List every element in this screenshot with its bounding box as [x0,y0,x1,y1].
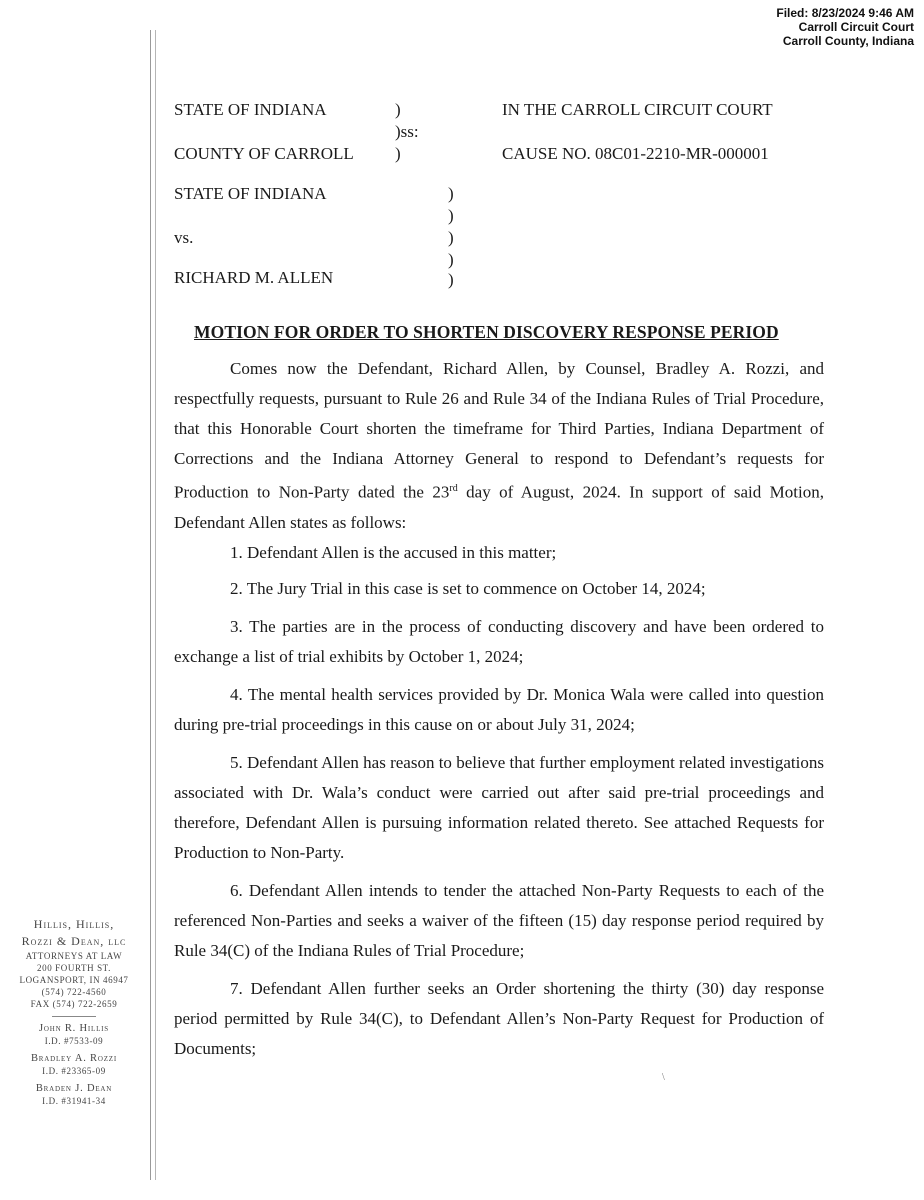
numbered-paragraph: 1. Defendant Allen is the accused in this matter; [230,542,557,562]
caption-vs: vs. [174,228,194,247]
firm-line: FAX (574) 722-2659 [30,999,118,1009]
caption-court: IN THE CARROLL CIRCUIT COURT [502,100,773,119]
motion-title: MOTION FOR ORDER TO SHORTEN DISCOVERY RESPONSE PERIOD [194,322,779,342]
firm-line: (574) 722-4560 [41,987,107,997]
numbered-paragraph: 5. Defendant Allen has reason to believe that further employment related investigations associated with Dr. Wala’s conduct were carried out after said pre-trial proceedings and therefore, Defendant Allen is pursuing information related thereto. See attached Requests for Production to Non-Party. [174,752,824,862]
caption-defendant: RICHARD M. ALLEN [174,268,334,287]
caption-ss: )ss: [395,122,419,141]
motion-body [174,354,824,1072]
attorney-name: Braden J. Dean [35,1083,113,1094]
firm-name-line2: Rozzi & Dean, llc [21,934,127,948]
attorney-name: Bradley A. Rozzi [30,1053,117,1064]
intro-text-b: day of August, 2024. In support of said Motion, Defendant Allen states as follows: [174,482,824,532]
filing-stamp [776,6,914,48]
caption-paren: ) [448,184,454,203]
attorney-id: I.D. #31941-34 [42,1096,106,1106]
numbered-paragraph: 6. Defendant Allen intends to tender the attached Non-Party Requests to each of the referenced Non-Parties and seeks a waiver of the fifteen (15) day response period required by Rule 34(C) of the Indiana Rules of Trial Procedure; [174,880,824,960]
attorney-id: I.D. #23365-09 [42,1066,106,1076]
numbered-paragraph: 3. The parties are in the process of conducting discovery and have been ordered to exchange a list of trial exhibits by October 1, 2024; [174,616,824,666]
caption-plaintiff: STATE OF INDIANA [174,184,327,203]
firm-divider [52,1016,96,1017]
filing-stamp-date: Filed: 8/23/2024 9:46 AM [776,6,914,20]
caption-cause-number: CAUSE NO. 08C01-2210-MR-000001 [502,144,769,163]
filing-stamp-court: Carroll Circuit Court [798,20,914,34]
numbered-paragraph: 2. The Jury Trial in this case is set to commence on October 14, 2024; [230,578,706,598]
law-firm-block [0,916,148,1107]
caption-paren: ) [448,228,454,247]
ordinal-suffix: rd [449,483,458,494]
firm-name-line1: Hillis, Hillis, [33,917,115,931]
firm-line: ATTORNEYS AT LAW [25,951,123,961]
numbered-paragraph: 4. The mental health services provided by Dr. Monica Wala were called into question during pre-trial proceedings in this cause on or about July 31, 2024; [174,684,824,734]
caption-paren: ) [395,144,401,163]
attorney-id: I.D. #7533-09 [44,1036,104,1046]
firm-line: LOGANSPORT, IN 46947 [19,975,129,985]
caption-paren: ) [395,100,401,119]
numbered-paragraph: 7. Defendant Allen further seeks an Order shortening the thirty (30) day response period permitted by Rule 34(C), to Defendant Allen’s Non-Party Request for Production of Documents; [174,978,824,1058]
margin-rule-left [150,30,151,1180]
filing-stamp-county: Carroll County, Indiana [782,34,914,48]
caption-state: STATE OF INDIANA [174,100,327,119]
intro-paragraph [174,354,824,538]
caption-paren: ) [448,206,454,225]
caption-paren: ) [448,270,454,289]
intro-text-a: Comes now the Defendant, Richard Allen, by Counsel, Bradley A. Rozzi, and respectfully requests, pursuant to Rule 26 and Rule 34 of the Indiana Rules of Trial Procedure, that this Honorable Court shorten the timeframe for Third Parties, Indiana Department of Corrections and the Indiana Attorney General to respond to Defendant’s requests for Production to Non-Party dated the 23 [174,359,824,502]
firm-line: 200 FOURTH ST. [37,963,111,973]
caption-paren: ) [448,250,454,269]
margin-rule-right [155,30,156,1180]
scan-mark: \ [662,1072,665,1083]
attorney-name: John R. Hillis [38,1023,110,1034]
caption-county: COUNTY OF CARROLL [174,144,354,163]
